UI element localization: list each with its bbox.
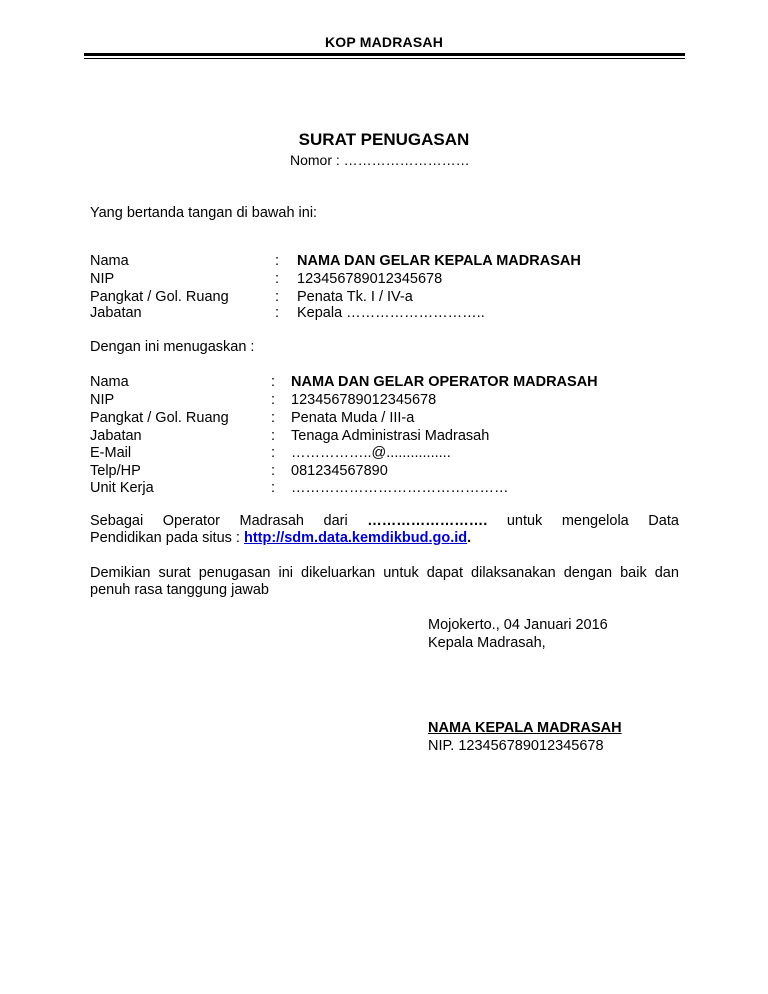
intro-text: Yang bertanda tangan di bawah ini:	[90, 205, 318, 221]
field-label: NIP	[90, 271, 115, 287]
field-separator: :	[271, 374, 276, 390]
document-number: Nomor : ………………………	[290, 152, 470, 168]
assignee-nip: 123456789012345678	[291, 392, 437, 408]
assignee-phone: 081234567890	[291, 463, 388, 479]
word: baik	[620, 565, 647, 581]
word: Madrasah	[239, 513, 304, 529]
field-separator: :	[271, 480, 276, 496]
field-label: Jabatan	[90, 428, 142, 444]
letterhead-rule-thin	[84, 58, 685, 59]
field-separator: :	[271, 463, 276, 479]
word: mengelola	[561, 513, 629, 529]
paragraph-1-line-2	[90, 530, 471, 546]
word: Demikian	[90, 565, 151, 581]
field-label: Telp/HP	[90, 463, 141, 479]
word: dapat	[426, 565, 464, 581]
assignee-rank: Penata Muda / III-a	[291, 410, 415, 426]
word: penugasan	[198, 565, 271, 581]
signer-title: Kepala Madrasah,	[428, 635, 546, 651]
document-title: SURAT PENUGASAN	[298, 130, 470, 149]
letterhead-title: KOP MADRASAH	[324, 34, 444, 50]
period: .	[467, 530, 472, 546]
signer-rank: Penata Tk. I / IV-a	[297, 289, 413, 305]
field-separator: :	[271, 392, 276, 408]
word: Operator	[162, 513, 220, 529]
blank-dots: …………………….	[367, 513, 488, 529]
assign-intro-text: Dengan ini menugaskan :	[90, 339, 255, 355]
assignee-email: ……………..@................	[291, 445, 451, 461]
field-separator: :	[275, 289, 280, 305]
word: ini	[278, 565, 294, 581]
word: dengan	[563, 565, 613, 581]
field-label: Unit Kerja	[90, 480, 154, 496]
field-separator: :	[271, 428, 276, 444]
field-label: Jabatan	[90, 305, 142, 321]
field-label: E-Mail	[90, 445, 132, 461]
word: dilaksanakan	[471, 565, 556, 581]
word: dari	[323, 513, 348, 529]
signature-name: NAMA KEPALA MADRASAH	[428, 720, 622, 736]
signer-name: NAMA DAN GELAR KEPALA MADRASAH	[297, 253, 581, 269]
field-label: Nama	[90, 253, 129, 269]
website-link[interactable]: http://sdm.data.kemdikbud.go.id	[243, 530, 468, 546]
assignee-name: NAMA DAN GELAR OPERATOR MADRASAH	[291, 374, 598, 390]
field-separator: :	[271, 445, 276, 461]
word: surat	[158, 565, 191, 581]
paragraph-1-line-1	[90, 513, 679, 529]
signer-nip: 123456789012345678	[297, 271, 443, 287]
word: untuk	[383, 565, 419, 581]
word: Data	[648, 513, 679, 529]
field-separator: :	[275, 271, 280, 287]
letterhead-rule-thick	[84, 53, 685, 56]
word: dikeluarkan	[301, 565, 376, 581]
field-separator: :	[271, 410, 276, 426]
signature-nip: NIP. 123456789012345678	[428, 738, 604, 754]
site-prefix-text: Pendidikan pada situs :	[90, 530, 244, 546]
word: dan	[654, 565, 679, 581]
field-label: Pangkat / Gol. Ruang	[90, 410, 229, 426]
paragraph-2-line-1	[90, 565, 679, 581]
place-date: Mojokerto., 04 Januari 2016	[428, 617, 608, 633]
field-label: NIP	[90, 392, 115, 408]
field-separator: :	[275, 305, 280, 321]
field-label: Nama	[90, 374, 129, 390]
signer-position: Kepala ………………………..	[297, 305, 485, 321]
paragraph-2-line-2: penuh rasa tanggung jawab	[90, 582, 269, 598]
assignee-position: Tenaga Administrasi Madrasah	[291, 428, 490, 444]
field-label: Pangkat / Gol. Ruang	[90, 289, 229, 305]
field-separator: :	[275, 253, 280, 269]
word: untuk	[506, 513, 543, 529]
word: Sebagai	[90, 513, 144, 529]
assignee-unit: ………………………………………	[291, 480, 509, 496]
